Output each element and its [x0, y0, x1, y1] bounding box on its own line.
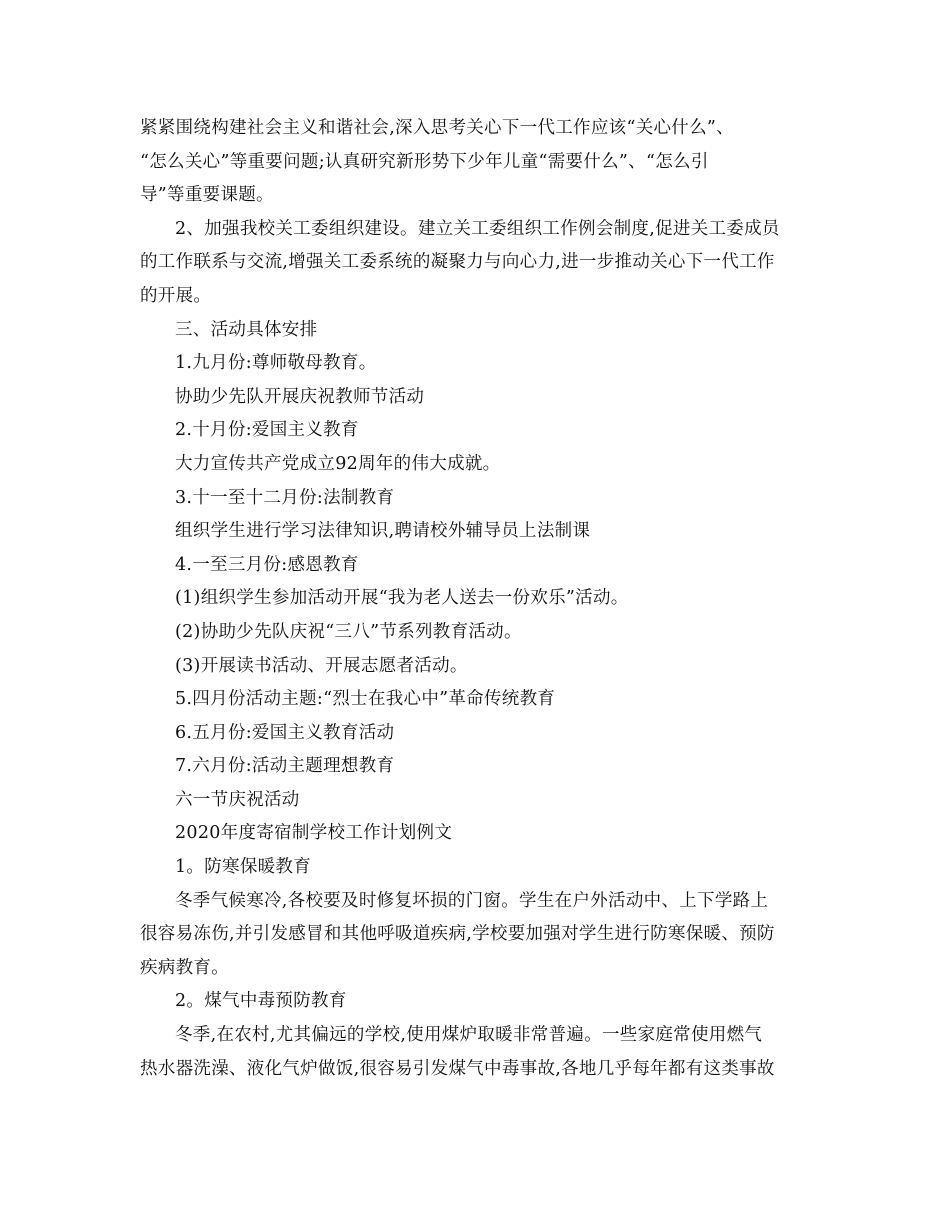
text-line: 3.十一至十二月份:法制教育 [175, 487, 395, 508]
text-line: 协助少先队开展庆祝教师节活动 [175, 386, 425, 407]
document-body [140, 112, 820, 1086]
text-line: 大力宣传共产党成立92周年的伟大成就。 [175, 453, 501, 474]
text-line: 5.四月份活动主题:“烈士在我心中”革命传统教育 [175, 689, 556, 710]
text-line: 2.十月份:爱国主义教育 [175, 420, 359, 441]
text-line: (3)开展读书活动、开展志愿者活动。 [175, 655, 468, 676]
text-line: 4.一至三月份:感恩教育 [175, 554, 359, 575]
text-line: 疾病教育。 [140, 957, 229, 978]
text-line: (1)组织学生参加活动开展“我为老人送去一份欢乐”活动。 [175, 588, 629, 609]
text-line: 冬季气候寒冷,各校要及时修复坏损的门窗。学生在户外活动中、上下学路上 [175, 890, 769, 911]
text-line: (2)协助少先队庆祝“三八”节系列教育活动。 [175, 621, 522, 642]
text-line: 冬季,在农村,尤其偏远的学校,使用煤炉取暖非常普遍。一些家庭常使用燃气 [175, 1025, 763, 1046]
text-line: 1.九月份:尊师敬母教育。 [175, 353, 377, 374]
text-line: 的工作联系与交流,增强关工委系统的凝聚力与向心力,进一步推动关心下一代工作 [140, 252, 775, 273]
text-line: “怎么关心”等重要问题;认真研究新形势下少年儿童“需要什么”、“怎么引 [140, 151, 709, 172]
text-line: 2020年度寄宿制学校工作计划例文 [175, 823, 453, 844]
text-line: 紧紧围绕构建社会主义和谐社会,深入思考关心下一代工作应该“关心什么”、 [140, 118, 734, 138]
text-line: 很容易冻伤,并引发感冒和其他呼吸道疾病,学校要加强对学生进行防寒保暖、预防 [140, 924, 775, 945]
text-line: 的开展。 [140, 285, 212, 306]
text-line: 7.六月份:活动主题理想教育 [175, 756, 395, 777]
text-line: 2。煤气中毒预防教育 [175, 991, 347, 1012]
text-line: 热水器洗澡、液化气炉做饭,很容易引发煤气中毒事故,各地几乎每年都有这类事故 [140, 1058, 775, 1079]
text-line: 三、活动具体安排 [175, 319, 318, 340]
text-line: 2、加强我校关工委组织建设。建立关工委组织工作例会制度,促进关工委成员 [175, 218, 780, 239]
text-line: 导”等重要课题。 [140, 185, 274, 206]
text-line: 组织学生进行学习法律知识,聘请校外辅导员上法制课 [175, 521, 591, 542]
text-line: 6.五月份:爱国主义教育活动 [175, 722, 395, 743]
text-line: 1。防寒保暖教育 [175, 857, 312, 878]
text-line: 六一节庆祝活动 [175, 789, 300, 810]
